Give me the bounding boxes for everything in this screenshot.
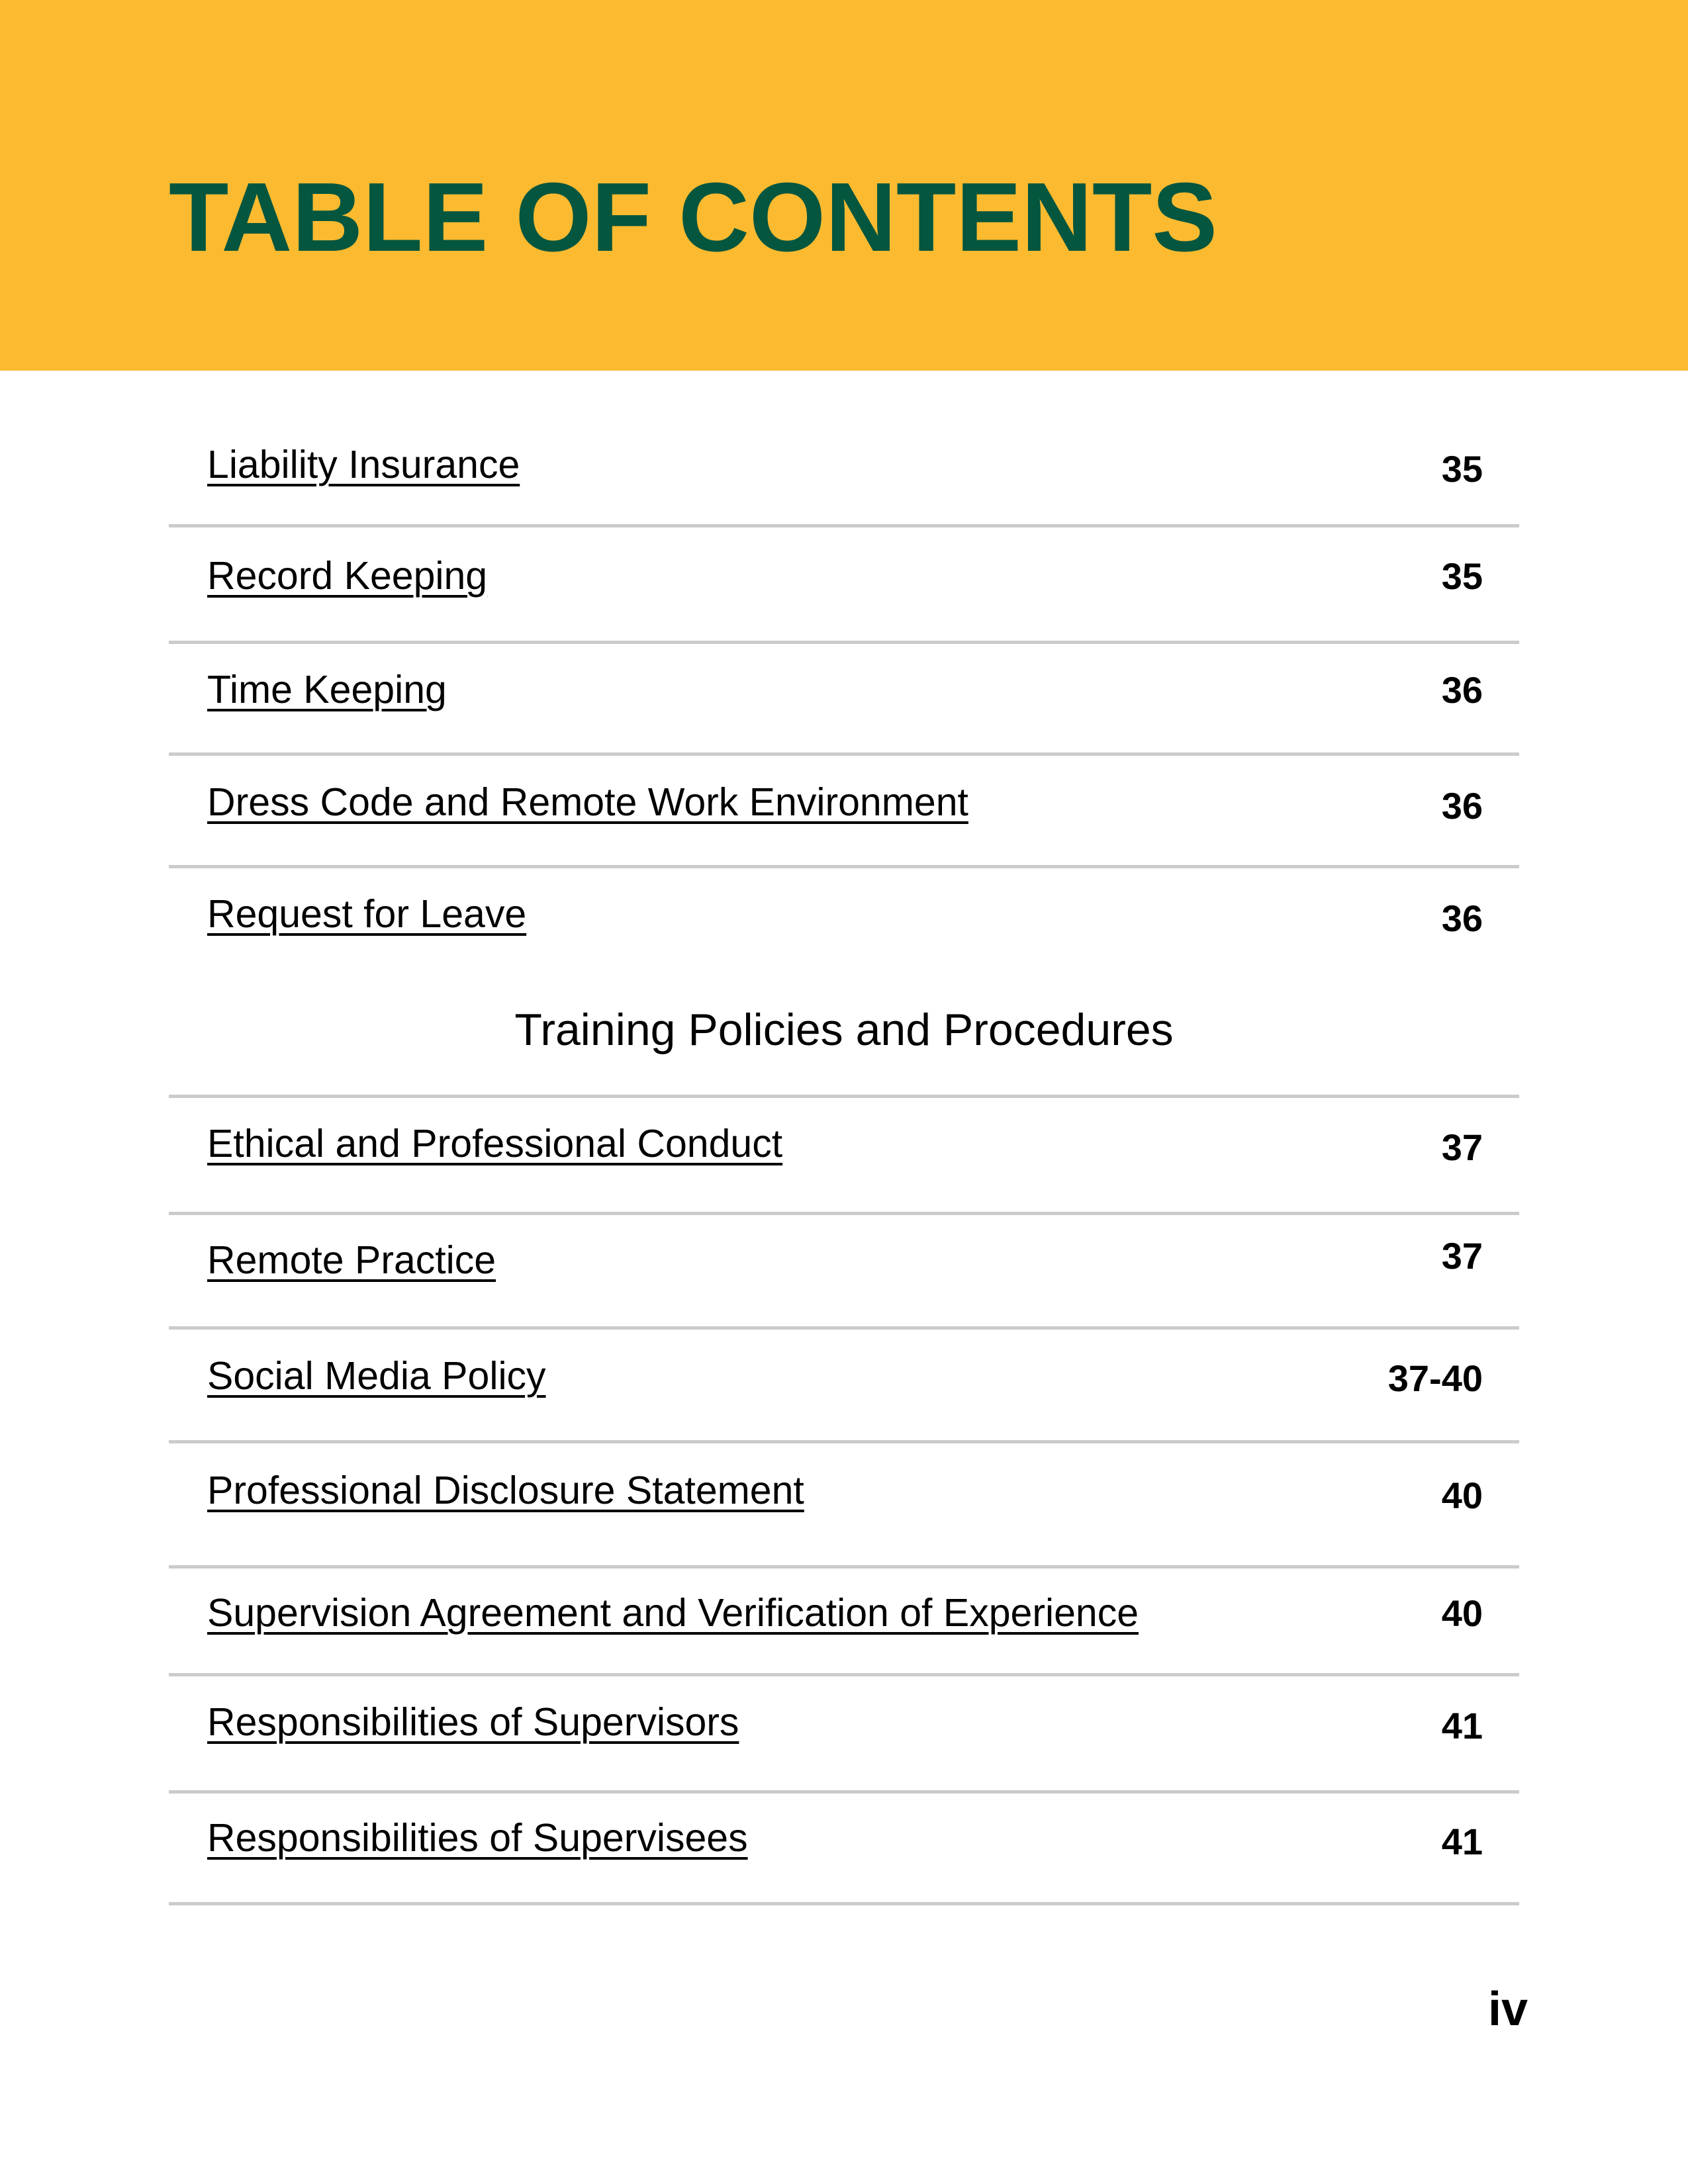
toc-link-professional-disclosure[interactable]: Professional Disclosure Statement bbox=[207, 1469, 804, 1512]
page-title: TABLE OF CONTENTS bbox=[169, 163, 1218, 272]
toc-link-record-keeping[interactable]: Record Keeping bbox=[207, 554, 488, 598]
toc-link-responsibilities-supervisors[interactable]: Responsibilities of Supervisors bbox=[207, 1700, 739, 1744]
divider bbox=[169, 1902, 1519, 1905]
toc-link-supervision-agreement[interactable]: Supervision Agreement and Verification of Experience bbox=[207, 1591, 1139, 1635]
toc-page-number: 41 bbox=[1441, 1705, 1483, 1747]
toc-link-liability-insurance[interactable]: Liability Insurance bbox=[207, 443, 520, 486]
divider bbox=[169, 1673, 1519, 1676]
divider bbox=[169, 1440, 1519, 1443]
toc-page-number: 36 bbox=[1441, 669, 1483, 711]
divider bbox=[169, 865, 1519, 868]
toc-page-number: 37 bbox=[1441, 1235, 1483, 1277]
divider bbox=[169, 1212, 1519, 1215]
toc-link-ethical-conduct[interactable]: Ethical and Professional Conduct bbox=[207, 1122, 783, 1165]
divider bbox=[169, 524, 1519, 527]
divider bbox=[169, 1095, 1519, 1098]
divider bbox=[169, 641, 1519, 644]
toc-page-number: 37 bbox=[1441, 1126, 1483, 1168]
toc-page-number: 36 bbox=[1441, 897, 1483, 939]
toc-page-number: 36 bbox=[1441, 785, 1483, 827]
section-heading: Training Policies and Procedures bbox=[514, 1005, 1174, 1055]
toc-page-number: 41 bbox=[1441, 1821, 1483, 1862]
toc-link-responsibilities-supervisees[interactable]: Responsibilities of Supervisees bbox=[207, 1816, 748, 1860]
divider bbox=[169, 752, 1519, 756]
divider bbox=[169, 1326, 1519, 1330]
divider bbox=[169, 1790, 1519, 1794]
toc-page-number: 40 bbox=[1441, 1592, 1483, 1634]
toc-page-number: 35 bbox=[1441, 555, 1483, 597]
toc-link-social-media-policy[interactable]: Social Media Policy bbox=[207, 1354, 546, 1398]
toc-link-dress-code[interactable]: Dress Code and Remote Work Environment bbox=[207, 780, 968, 824]
toc-link-remote-practice[interactable]: Remote Practice bbox=[207, 1238, 496, 1282]
toc-page-number: 40 bbox=[1441, 1475, 1483, 1516]
divider bbox=[169, 1565, 1519, 1569]
toc-link-request-for-leave[interactable]: Request for Leave bbox=[207, 892, 527, 936]
toc-link-time-keeping[interactable]: Time Keeping bbox=[207, 668, 447, 711]
toc-page-number: 35 bbox=[1441, 448, 1483, 490]
toc-page-number: 37-40 bbox=[1387, 1357, 1483, 1399]
page-number: iv bbox=[1487, 1983, 1528, 2036]
